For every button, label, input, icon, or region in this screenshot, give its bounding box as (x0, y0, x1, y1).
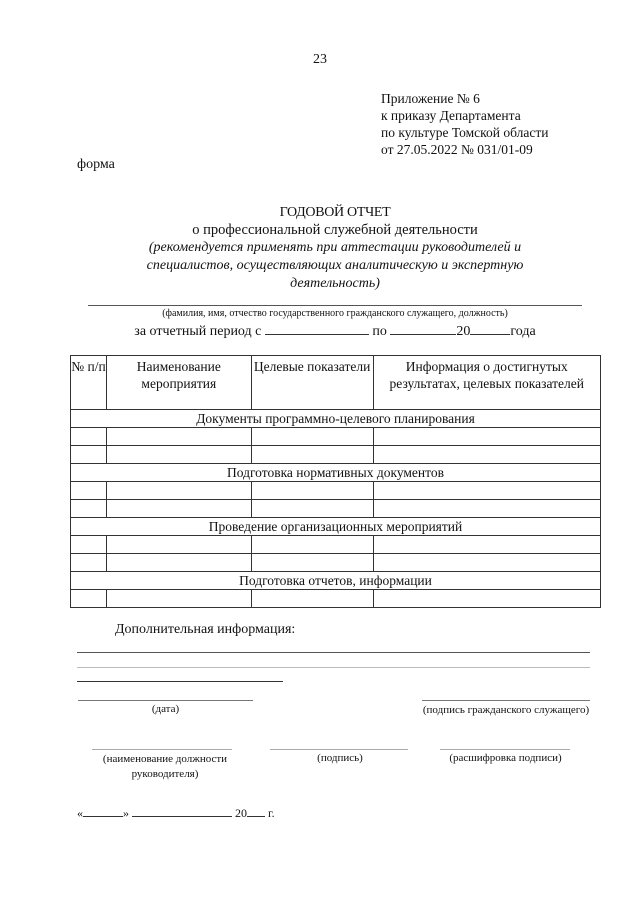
name-input-line[interactable] (88, 305, 582, 306)
extra-info-label: Дополнительная информация: (115, 622, 296, 637)
employee-signature-caption: (подпись гражданского служащего) (422, 704, 590, 716)
section-row: Проведение организационных мероприятий (71, 518, 601, 536)
form-label: форма (77, 157, 115, 172)
date-year-prefix: 20 (235, 806, 247, 820)
header-num: № п/п (71, 356, 107, 410)
report-subtitle: о профессиональной служебной деятельности (192, 222, 478, 238)
section-row: Подготовка нормативных документов (71, 464, 601, 482)
appendix-block (381, 90, 548, 158)
date-caption: (дата) (151, 703, 180, 715)
report-note-line: (рекомендуется применять при аттестации руководителей и (148, 240, 522, 255)
report-title: ГОДОВОЙ ОТЧЕТ (279, 205, 391, 220)
period-year-field[interactable] (470, 322, 510, 335)
page-number: 23 (313, 52, 327, 67)
table-row (71, 428, 601, 446)
period-suffix: года (510, 324, 536, 339)
table-row (71, 446, 601, 464)
signature-decode-line[interactable] (440, 749, 570, 750)
appendix-line: к приказу Департамента (381, 108, 521, 123)
report-note-line: деятельность) (290, 276, 380, 291)
appendix-line: Приложение № 6 (381, 91, 480, 106)
date-line[interactable] (78, 700, 253, 701)
table-row (71, 500, 601, 518)
section-row: Документы программно-целевого планирования (71, 410, 601, 428)
head-signature-line[interactable] (270, 749, 408, 750)
header-info: Информация о достигнутых результатах, целевых показателей (373, 356, 601, 410)
period-start-field[interactable] (265, 322, 369, 335)
period-year-prefix: 20 (456, 324, 471, 339)
table-header-row (71, 356, 601, 410)
header-targets: Целевые показатели (251, 356, 373, 410)
title-block (70, 205, 600, 293)
month-field[interactable] (132, 804, 232, 817)
signature-decode-caption: (расшифровка подписи) (449, 752, 562, 764)
date-row (77, 804, 275, 821)
table-row (71, 554, 601, 572)
period-mid: по (372, 324, 387, 339)
date-suffix: г. (268, 806, 275, 820)
employee-signature-line[interactable] (422, 700, 590, 701)
head-position-caption: (наименование должности руководителя) (102, 753, 228, 780)
date-close-quote: » (123, 806, 129, 820)
head-position-line[interactable] (92, 749, 232, 750)
head-signature-caption: (подпись) (317, 752, 363, 764)
extra-info-line[interactable] (77, 667, 590, 668)
report-table (70, 355, 601, 608)
extra-info-line[interactable] (77, 652, 590, 653)
table-row (71, 536, 601, 554)
day-field[interactable] (83, 804, 123, 817)
header-name: Наименование мероприятия (106, 356, 251, 410)
appendix-line: от 27.05.2022 № 031/01-09 (381, 142, 533, 157)
year-field[interactable] (247, 804, 265, 817)
section-row: Подготовка отчетов, информации (71, 572, 601, 590)
period-prefix: за отчетный период с (134, 324, 262, 339)
reporting-period (70, 322, 600, 340)
date-open-quote: « (77, 806, 83, 820)
name-caption: (фамилия, имя, отчество государственного гражданского служащего, должность) (162, 308, 508, 319)
appendix-line: по культуре Томской области (381, 125, 549, 140)
extra-info-line[interactable] (77, 681, 283, 682)
period-end-field[interactable] (390, 322, 456, 335)
report-note-line: специалистов, осуществляющих аналитическую и экспертную (146, 258, 524, 273)
table-row (71, 590, 601, 608)
table-row (71, 482, 601, 500)
